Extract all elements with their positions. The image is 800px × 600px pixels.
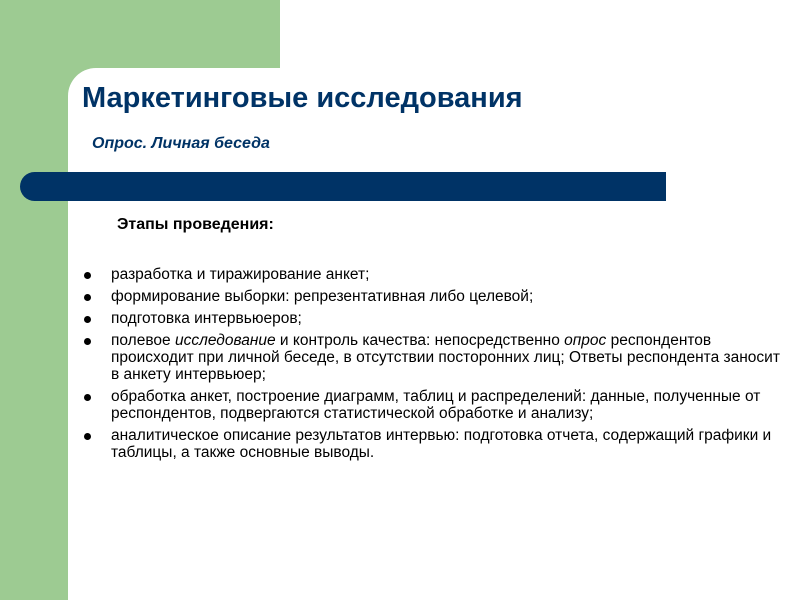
bullet-icon — [84, 433, 91, 440]
item-text: разработка и тиражирование анкет; — [111, 266, 370, 283]
list-item — [80, 332, 788, 383]
title-divider-bar — [20, 172, 666, 201]
list-item — [80, 310, 788, 327]
item-text: обработка анкет, построение диаграмм, таблиц и распределений: данные, полученные от респондентов, подвергаются статистической обработке и анализу; — [111, 388, 761, 422]
item-text: формирование выборки: репрезентативная либо целевой; — [111, 288, 534, 305]
bullet-icon — [84, 272, 91, 279]
list-item — [80, 427, 788, 461]
slide-title: Маркетинговые исследования — [82, 82, 523, 114]
emphasized-text: исследование — [174, 332, 276, 349]
bullet-icon — [84, 338, 91, 345]
emphasized-text: опрос — [564, 332, 607, 349]
bullet-icon — [84, 394, 91, 401]
decorative-green-left-strip — [0, 0, 68, 600]
list-item — [80, 388, 788, 422]
slide-subtitle: Опрос. Личная беседа — [92, 135, 270, 152]
bullet-icon — [84, 294, 91, 301]
bullet-icon — [84, 316, 91, 323]
item-text: и контроль качества: непосредственно — [275, 332, 565, 349]
item-text: подготовка интервьюеров; — [111, 310, 302, 327]
section-heading: Этапы проведения: — [117, 216, 274, 233]
list-item — [80, 288, 788, 305]
stages-list — [80, 266, 788, 466]
item-text: полевое — [111, 332, 175, 349]
item-text: аналитическое описание результатов интервью: подготовка отчета, содержащий графики и таблицы, а также основные выводы. — [111, 427, 772, 461]
list-item — [80, 266, 788, 283]
item-text: респондентов происходит при личной беседе, в отсутствии посторонних лиц; Ответы респондента заносит в анкету интервьюер; — [111, 332, 780, 383]
